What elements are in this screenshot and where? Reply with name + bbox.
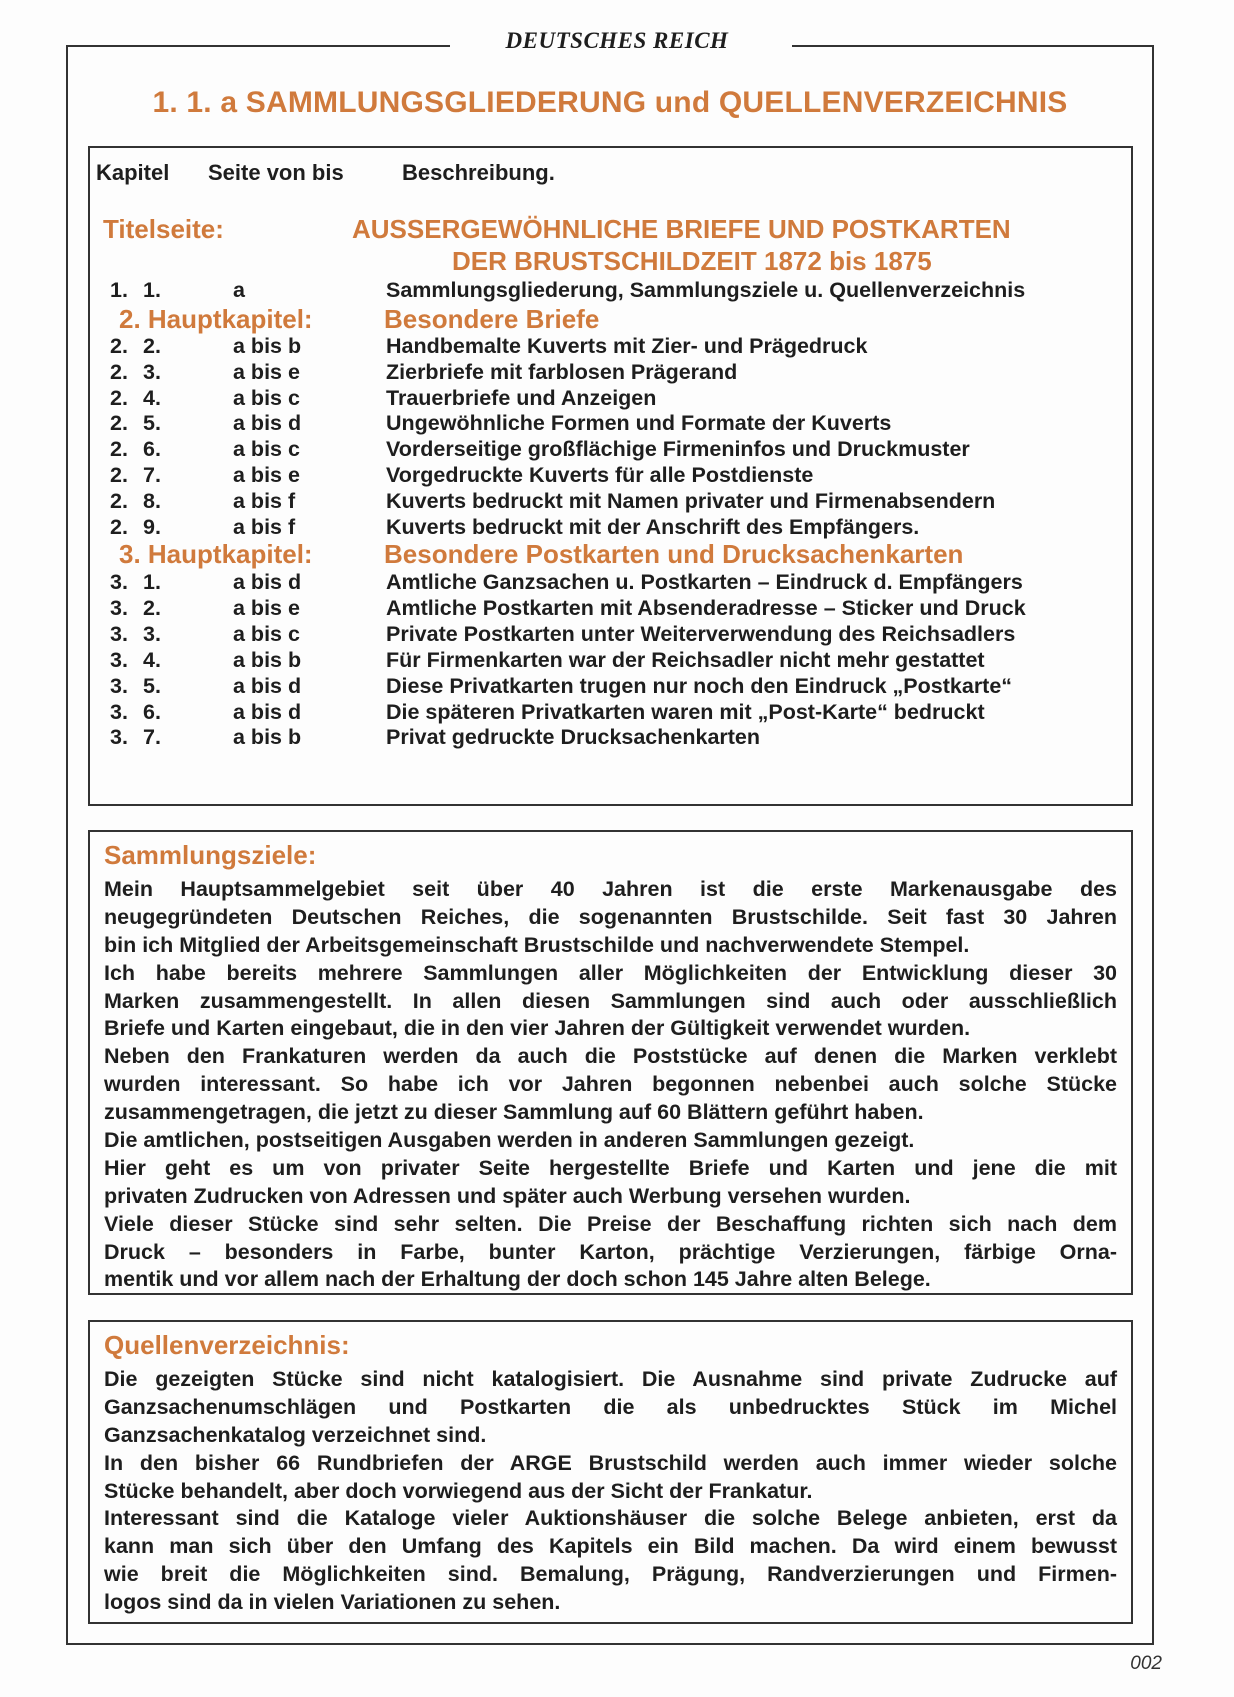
text-line: Ich habe bereits mehrere Sammlungen aller Möglichkeiten der Entwicklung dieser 30	[104, 960, 1117, 985]
toc-row-chapter: 3.	[110, 673, 128, 698]
page-header: DEUTSCHES REICH	[505, 28, 729, 53]
sammlungsziele-heading: Sammlungsziele:	[104, 840, 317, 870]
toc-row-chapter: 2.	[110, 334, 128, 358]
toc-row-pages: a	[233, 278, 245, 302]
toc-row-number: 6.	[143, 699, 161, 724]
text-line: privaten Zudrucken von Adressen und später auch Werbung versehen wurden.	[104, 1183, 911, 1208]
toc-row-number: 4.	[143, 647, 161, 672]
toc-row-number: 4.	[143, 385, 161, 410]
toc-row-pages: a bis f	[233, 514, 296, 539]
toc-row	[90, 674, 1131, 702]
toc-row-chapter: 2.	[110, 385, 128, 410]
toc-row-pages: a bis c	[233, 621, 300, 646]
text-line: bin ich Mitglied der Arbeitsgemeinschaft Brustschilde und nachverwendete Stempel.	[104, 932, 970, 957]
text-line: wie breit die Möglichkeiten sind. Bemalung, Prägung, Randverzierungen und Firmen-	[104, 1562, 1117, 1587]
toc-row	[90, 360, 1131, 388]
toc-row-chapter: 2.	[110, 411, 128, 436]
toc-row-number: 2.	[143, 334, 161, 358]
titelseite-line-2: DER BRUSTSCHILDZEIT 1872 bis 1875	[452, 246, 932, 276]
toc-row-number: 1.	[143, 570, 161, 594]
quellenverzeichnis-heading: Quellenverzeichnis:	[104, 1330, 350, 1360]
toc-row	[90, 489, 1131, 517]
text-line: Stücke behandelt, aber doch vorwiegend aus der Sicht der Frankatur.	[104, 1478, 813, 1503]
toc-row-pages: a bis c	[233, 437, 300, 462]
toc-row-number: 5.	[143, 411, 161, 436]
toc-row	[90, 386, 1131, 414]
toc-row-pages: a bis b	[233, 647, 302, 672]
sammlungsziele-box	[88, 830, 1133, 1295]
toc-row-chapter: 3.	[110, 699, 128, 724]
toc-row-chapter: 2.	[110, 514, 128, 539]
toc-row-description: Private Postkarten unter Weiterverwendung des Reichsadlers	[386, 621, 1016, 646]
toc-row-pages: a bis d	[233, 673, 302, 698]
chapter-2-title: Besondere Briefe	[384, 304, 600, 334]
toc-row-chapter: 3.	[110, 621, 128, 646]
text-line: Briefe und Karten eingebaut, die in den vier Jahren der Gültigkeit verwendet wurden.	[104, 1016, 971, 1041]
chapter-2-label: 2. Hauptkapitel:	[119, 304, 313, 334]
toc-row	[90, 700, 1131, 728]
toc-row-description: Die späteren Privatkarten waren mit „Post-Karte“ bedruckt	[386, 699, 985, 724]
text-line: Die amtlichen, postseitigen Ausgaben werden in anderen Sammlungen gezeigt.	[104, 1128, 915, 1153]
toc-row-pages: a bis d	[233, 411, 302, 436]
toc-row	[90, 278, 1131, 306]
text-line: neugegründeten Deutschen Reiches, die sogenannten Brustschilde. Seit fast 30 Jahren	[104, 904, 1117, 929]
text-line: Mein Hauptsammelgebiet seit über 40 Jahren ist die erste Markenausgabe des	[104, 877, 1117, 901]
titelseite-line-1: AUSSERGEWÖHNLICHE BRIEFE UND POSTKARTEN	[352, 214, 1011, 244]
toc-row-chapter: 3.	[110, 595, 128, 620]
toc-row-pages: a bis d	[233, 699, 302, 724]
toc-row-number: 5.	[143, 673, 161, 698]
toc-row	[90, 648, 1131, 676]
toc-row-description: Sammlungsgliederung, Sammlungsziele u. Quellenverzeichnis	[386, 278, 1026, 302]
toc-row-chapter: 3.	[110, 570, 128, 594]
toc-row-number: 7.	[143, 463, 161, 487]
toc-row	[90, 622, 1131, 650]
toc-box	[88, 146, 1133, 806]
col-header-beschreibung: Beschreibung.	[402, 160, 555, 185]
text-line: In den bisher 66 Rundbriefen der ARGE Brustschild werden auch immer wieder solche	[104, 1450, 1117, 1475]
toc-row-chapter: 1.	[110, 278, 128, 302]
toc-row-description: Privat gedruckte Drucksachenkarten	[386, 725, 761, 750]
toc-row-chapter: 2.	[110, 463, 128, 487]
text-line: Die gezeigten Stücke sind nicht katalogisiert. Die Ausnahme sind private Zudrucke auf	[104, 1367, 1117, 1391]
toc-row	[90, 411, 1131, 439]
chapter-2-heading	[90, 304, 1131, 336]
text-line: Interessant sind die Kataloge vieler Auktionshäuser die solche Belege anbieten, erst da	[104, 1506, 1117, 1531]
toc-row-number: 8.	[143, 488, 161, 513]
toc-row-number: 3.	[143, 621, 161, 646]
toc-row-description: Vorderseitige großflächige Firmeninfos und Druckmuster	[386, 437, 970, 462]
toc-row-description: Kuverts bedruckt mit Namen privater und Firmenabsendern	[386, 488, 996, 513]
chapter-3-title: Besondere Postkarten und Drucksachenkarten	[384, 539, 964, 569]
toc-row	[90, 570, 1131, 598]
toc-row-pages: a bis e	[233, 595, 300, 620]
toc-row-number: 1.	[143, 278, 161, 302]
toc-row-description: Für Firmenkarten war der Reichsadler nicht mehr gestattet	[386, 647, 985, 672]
chapter-3-label: 3. Hauptkapitel:	[119, 539, 313, 569]
text-line: wurden interessant. So habe ich vor Jahren begonnen nebenbei auch solche Stücke	[104, 1072, 1117, 1097]
text-line: mentik und vor allem nach der Erhaltung der doch schon 145 Jahre alten Belege.	[104, 1267, 931, 1292]
page-title: 1. 1. a SAMMLUNGSGLIEDERUNG und QUELLENVERZEICHNIS	[152, 86, 1068, 119]
toc-row-description: Amtliche Postkarten mit Absenderadresse – Sticker und Druck	[386, 595, 1026, 620]
text-line: Neben den Frankaturen werden da auch die Poststücke auf denen die Marken verklebt	[104, 1044, 1117, 1069]
col-header-kapitel: Kapitel	[96, 160, 170, 185]
toc-row-number: 6.	[143, 437, 161, 462]
toc-row-description: Diese Privatkarten trugen nur noch den Eindruck „Postkarte“	[386, 673, 1013, 698]
toc-row-pages: a bis f	[233, 488, 296, 513]
toc-row-description: Trauerbriefe und Anzeigen	[386, 385, 657, 410]
toc-row-description: Ungewöhnliche Formen und Formate der Kuverts	[386, 411, 892, 436]
toc-row	[90, 596, 1131, 624]
toc-row-chapter: 2.	[110, 359, 128, 384]
toc-row-description: Handbemalte Kuverts mit Zier- und Prägedruck	[386, 334, 868, 358]
col-header-seite: Seite von bis	[208, 160, 344, 185]
toc-row-description: Amtliche Ganzsachen u. Postkarten – Eindruck d. Empfängers	[386, 570, 1023, 594]
text-line: Viele dieser Stücke sind sehr selten. Die Preise der Beschaffung richten sich nach dem	[104, 1211, 1117, 1236]
toc-row-number: 2.	[143, 595, 161, 620]
chapter-3-heading	[90, 539, 1131, 571]
titelseite-label: Titelseite:	[103, 214, 224, 244]
toc-row-chapter: 3.	[110, 725, 128, 750]
sammlungsziele-text	[104, 876, 1117, 1294]
toc-row-pages: a bis d	[233, 570, 302, 594]
toc-row-pages: a bis e	[233, 359, 300, 384]
toc-row-pages: a bis b	[233, 334, 302, 358]
toc-row-description: Vorgedruckte Kuverts für alle Postdienste	[386, 463, 814, 487]
toc-row-number: 3.	[143, 359, 161, 384]
quellenverzeichnis-text	[104, 1366, 1117, 1617]
toc-row	[90, 437, 1131, 465]
toc-row-description: Zierbriefe mit farblosen Prägerand	[386, 359, 738, 384]
toc-row-description: Kuverts bedruckt mit der Anschrift des Empfängers.	[386, 514, 920, 539]
toc-row-number: 9.	[143, 514, 161, 539]
toc-row-pages: a bis e	[233, 463, 300, 487]
page-number: 002	[1130, 1653, 1162, 1674]
toc-row-chapter: 3.	[110, 647, 128, 672]
toc-row-chapter: 2.	[110, 488, 128, 513]
text-line: Ganzsachenkatalog verzeichnet sind.	[104, 1422, 487, 1447]
toc-row-pages: a bis b	[233, 725, 302, 750]
toc-row	[90, 463, 1131, 491]
toc-row-chapter: 2.	[110, 437, 128, 462]
text-line: Hier geht es um von privater Seite hergestellte Briefe und Karten und jene die mit	[104, 1155, 1117, 1180]
text-line: Marken zusammengestellt. In allen diesen Sammlungen sind auch oder ausschließlich	[104, 988, 1117, 1013]
text-line: Ganzsachenumschlägen und Postkarten die als unbedrucktes Stück im Michel	[104, 1394, 1117, 1419]
toc-row-number: 7.	[143, 725, 161, 750]
text-line: logos sind da in vielen Variationen zu sehen.	[104, 1590, 561, 1615]
text-line: kann man sich über den Umfang des Kapitels ein Bild machen. Da wird einem bewusst	[104, 1534, 1117, 1559]
toc-row	[90, 725, 1131, 753]
quellenverzeichnis-box	[88, 1320, 1133, 1624]
toc-row-pages: a bis c	[233, 385, 300, 410]
toc-row	[90, 334, 1131, 362]
text-line: Druck – besonders in Farbe, bunter Karton, prächtige Verzierungen, färbige Orna-	[104, 1239, 1117, 1264]
text-line: zusammengetragen, die jetzt zu dieser Sammlung auf 60 Blättern geführt haben.	[104, 1100, 924, 1125]
